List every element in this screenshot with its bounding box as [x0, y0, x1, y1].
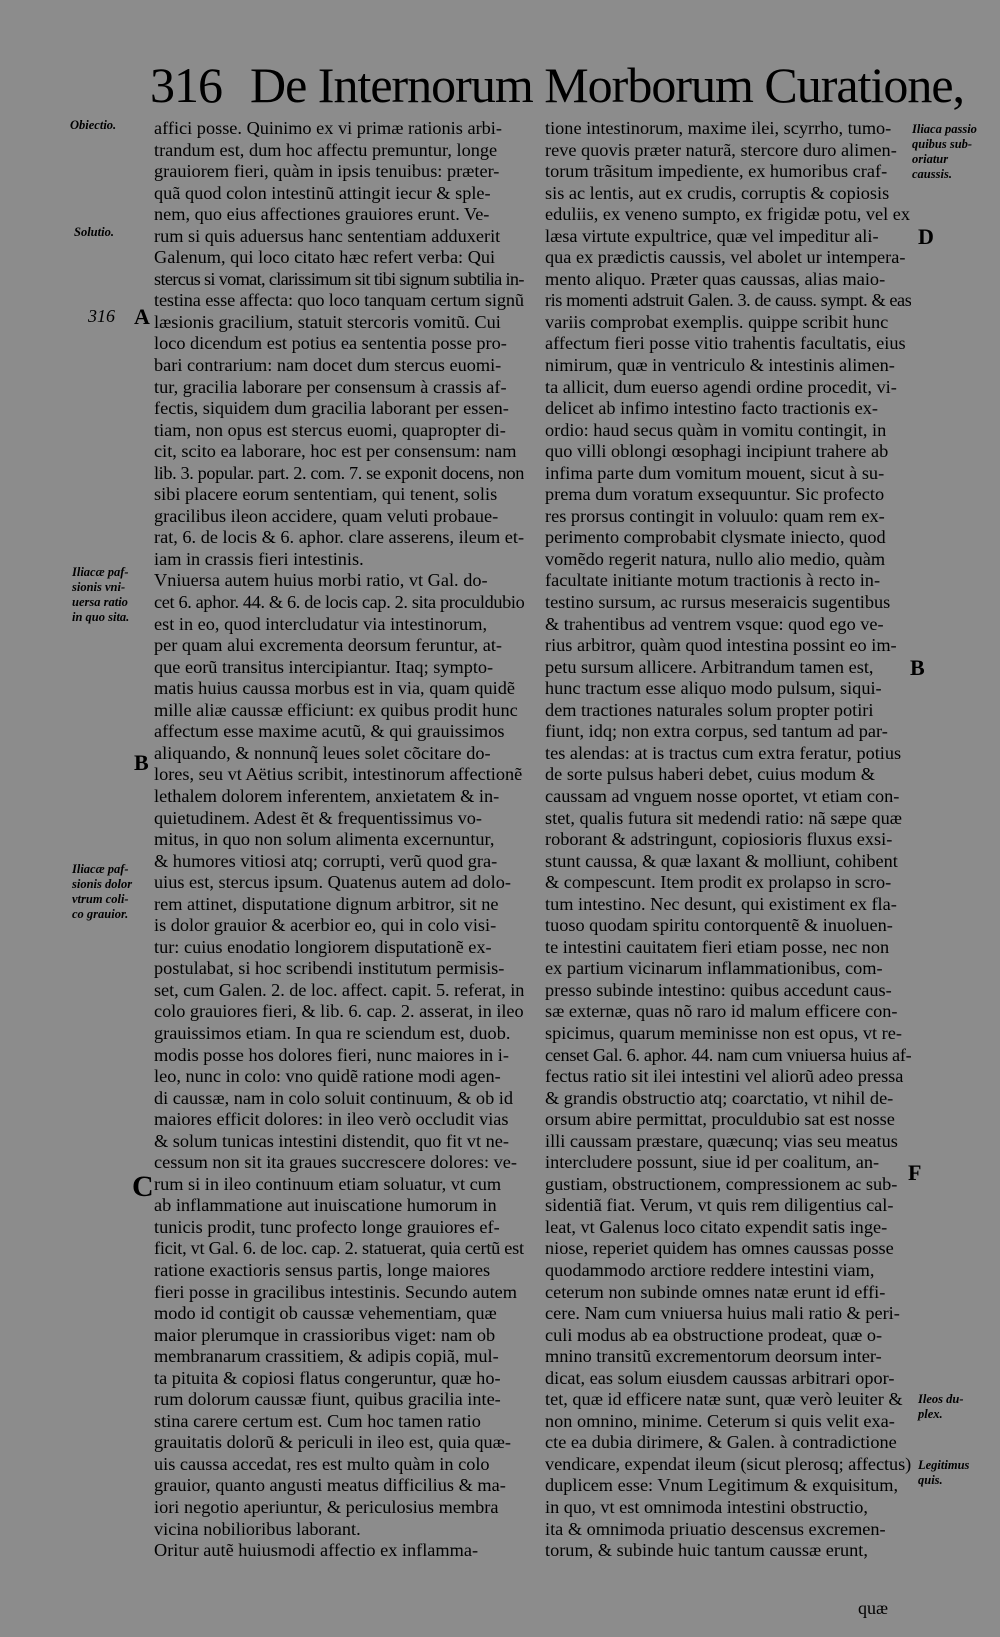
text-line: modo id contigit ob caussæ vehementiam, quæ	[154, 1303, 497, 1324]
text-line: stet, qualis futura sit medendi ratio: nã sæpe quæ	[545, 807, 902, 828]
text-line: stina carere certum est. Cum hoc tamen ratio	[154, 1410, 481, 1431]
text-line: maiores efficit dolores: in ileo verò occludit vias	[154, 1109, 509, 1130]
text-line: qua ex prædictis caussis, vel abolet ur intempera-	[545, 247, 906, 268]
text-line: reve quovis præter naturã, stercore duro alimen-	[545, 139, 897, 160]
text-line: tur, gracilia laborare per consensum à crassis af-	[154, 376, 507, 397]
text-line: sibi placere eorum sententiam, qui tenent, solis	[154, 484, 498, 505]
text-line: grauissimos etiam. In qua re sciendum est, duob.	[154, 1022, 511, 1043]
text-line: in quo, vt est omnimoda intestini obstructio,	[545, 1497, 868, 1517]
text-line: eduliis, ex veneno sumpto, ex frigidæ potu, vel ex	[545, 204, 911, 225]
text-line: sidentiã fiat. Verum, vt quis rem diligentius cal-	[545, 1195, 894, 1216]
text-line: infima parte dum vomitum mouent, sicut à su-	[545, 462, 885, 483]
section-letter-f: F	[908, 1160, 922, 1185]
text-line: duplicem esse: Vnum Legitimum & exquisitum,	[545, 1475, 899, 1496]
text-line: uius est, stercus ipsum. Quatenus autem ad dolo-	[154, 872, 511, 893]
text-line: de sorte pulsus haberi debet, cuius modum &	[545, 764, 876, 785]
text-line: gracilibus ileon accidere, quam veluti probaue-	[154, 505, 499, 526]
page-header-title: De Internorum Morborum Curatione,	[250, 57, 965, 113]
text-line: iori negotio aperiuntur, & periculosius membra	[154, 1497, 499, 1517]
text-line: ex partium vicinarum inflammationibus, com-	[545, 958, 883, 979]
text-line: res prorsus contingit in voluulo: quam rem ex-	[545, 505, 885, 526]
text-line: fieri posse in gracilibus intestinis. Secundo autem	[154, 1281, 518, 1302]
section-letter-d: D	[918, 224, 934, 249]
text-line: delicet ab infimo intestino facto tractionis ex-	[545, 398, 879, 419]
text-line: torum trãsitum impediente, ex humoribus craf-	[545, 161, 888, 182]
text-line: roborant & adstringunt, copiosioris fluxus exsi-	[545, 829, 893, 850]
text-line: tum intestino. Nec desunt, qui existiment ex fla-	[545, 893, 897, 914]
page-number: 316	[150, 57, 222, 113]
text-line: rum si in ileo continuum etiam soluatur, vt cum	[154, 1173, 502, 1194]
text-line: ceterum non subinde omnes natæ erunt id effi-	[545, 1281, 886, 1302]
text-line: que eorũ transitus intercipiantur. Itaq; sympto-	[154, 656, 494, 677]
text-line: censet Gal. 6. aphor. 44. nam cum vniuersa huius af-	[545, 1044, 911, 1065]
text-line: loco dicendum est potius ea sententia posse pro-	[154, 333, 507, 354]
text-line: illi caussam præstare, quæcunq; vias seu meatus	[545, 1130, 898, 1151]
margin-note-iliacae-dolor: Iliacæ paf- sionis dolor vtrum coli- co grauior.	[72, 862, 133, 921]
text-line: Oritur autẽ huiusmodi affectio ex inflamma-	[154, 1540, 479, 1561]
text-line: ita & omnimoda priuatio descensus excremen-	[545, 1518, 886, 1539]
text-line: mento aliquo. Præter quas caussas, alias maio-	[545, 268, 886, 289]
text-line: tione intestinorum, maxime ilei, scyrrho, tumo-	[545, 118, 892, 138]
text-line: & trahentibus ad ventrem vsque: quod ego ve-	[545, 613, 884, 634]
section-letter-a: A	[134, 304, 150, 329]
text-line: tes alendas: at is tractus cum extra feratur, potius	[545, 742, 902, 763]
text-line: fectis, siquidem dum gracilia laborant per essen-	[154, 398, 509, 419]
text-line: mille aliæ caussæ efficiunt: ex quibus prodit hunc	[154, 699, 518, 720]
text-line: per quam alui excrementa deorsum feruntur, at-	[154, 635, 502, 656]
text-line: cet 6. aphor. 44. & 6. de locis cap. 2. sita proculdubio	[154, 592, 524, 613]
text-line: cere. Nam cum vniuersa huius mali ratio & peri-	[545, 1303, 900, 1324]
text-line: is dolor grauior & acerbior eo, qui in colo visi-	[154, 915, 497, 936]
text-line: set, cum Galen. 2. de loc. affect. capit. 5. referat, in	[154, 979, 524, 1000]
text-line: mitus, in quo non solum alimenta excernuntur,	[154, 829, 495, 850]
text-line: orsum abire permittat, proculdubio sat est nosse	[545, 1109, 895, 1130]
text-line: tuoso quodam spiritu contorquentẽ & inuoluen-	[545, 915, 893, 936]
text-line: ab inflammatione aut inuiscatione humorum in	[154, 1195, 497, 1216]
running-head	[150, 50, 990, 120]
text-line: rem attinet, disputatione dignum arbitror, sit ne	[154, 893, 499, 914]
text-line: niose, reperiet quidem has omnes caussas posse	[545, 1238, 894, 1259]
margin-note-legitimus: Legitimus quis.	[918, 1458, 970, 1487]
margin-note-iliaca-caussae: Iliaca passio quibus sub- oriatur caussis.	[912, 122, 977, 181]
text-line: affectum esse maxime acutũ, & qui grauissimos	[154, 721, 505, 742]
text-line: quo villi oblongi œsophagi incipiunt trahere ab	[545, 441, 889, 462]
text-line: bari contrarium: nam docet dum stercus euomi-	[154, 355, 502, 376]
text-line: testina esse affecta: quo loco tanquam certum signũ	[154, 290, 524, 311]
text-line: est in eo, quod intercludatur via intestinorum,	[154, 613, 488, 634]
text-line: ta pituita & copiosi flatus congeruntur, quæ ho-	[154, 1367, 501, 1388]
text-line: lib. 3. popular. part. 2. com. 7. se exponit docens, non	[154, 462, 524, 483]
text-line: vicina nobilioribus laborant.	[154, 1518, 361, 1539]
text-line: sis ac lentis, aut ex crudis, corruptis & copiosis	[545, 182, 890, 203]
text-line: hunc tractum esse aliquo modo pulsum, siqui-	[545, 678, 882, 699]
margin-note-solutio: Solutio.	[74, 225, 114, 239]
text-line: spicimus, quarum meminisse non est opus, vt re-	[545, 1022, 902, 1043]
text-line: cit, scito ea laborare, hoc est per consensum: nam	[154, 441, 517, 462]
text-line: postulabat, si hoc scribendi institutum permisis-	[154, 958, 505, 979]
text-line: rum si quis aduersus hanc sententiam adduxerit	[154, 225, 501, 246]
text-line: tunicis prodit, tunc profecto longe grauiores ef-	[154, 1216, 500, 1237]
text-line: quodammodo arctiore reddere intestini viam,	[545, 1259, 875, 1280]
text-line: Galenum, qui loco citato hæc refert verba: Qui	[154, 247, 496, 268]
text-line: stercus si vomat, clarissimum sit tibi signum subtilia in-	[154, 268, 524, 289]
text-line: læsionis gracilium, statuit stercoris vomitũ. Cui	[154, 311, 501, 332]
text-line: testino sursum, ac rursus meseraicis sugentibus	[545, 592, 891, 613]
text-line: ta allicit, dum euerso agendi ordine procedit, vi-	[545, 376, 897, 397]
text-line: lores, seu vt Aëtius scribit, intestinorum affectionẽ	[154, 764, 523, 785]
text-line: vendicare, expendat ileum (sicut plerosq; affectus)	[545, 1453, 911, 1474]
text-line: grauitatis dolorũ & periculi in ileo est, quia quæ-	[154, 1432, 511, 1453]
text-line: uis caussa accedat, res est multo quàm in colo	[154, 1453, 490, 1474]
text-line: facultate initiante motum tractionis à recto in-	[545, 570, 881, 591]
text-line: nimirum, quæ in ventriculo & intestinis alimen-	[545, 355, 895, 376]
text-line: maior plerumque in crassioribus viget: nam ob	[154, 1324, 496, 1345]
text-line: caussam ad vnguem nosse oportet, vt etiam con-	[545, 785, 900, 806]
text-line: ratione exactioris sensus partis, longe maiores	[154, 1259, 491, 1280]
text-line: matis huius caussa morbus est in via, quam quidẽ	[154, 678, 516, 699]
text-line: grauior, quanto angusti meatus difficilius & ma-	[154, 1475, 506, 1496]
text-line: affectum fieri posse vitio trahentis facultatis, eius	[545, 333, 906, 354]
text-line: Vniuersa autem huius morbi ratio, vt Gal. do-	[154, 570, 488, 591]
text-line: & solum tunicas intestini distendit, quo fit vt ne-	[154, 1130, 509, 1151]
margin-note-iliacae-ratio: Iliacæ paf- sionis vni- uersa ratio in quo sita.	[72, 565, 130, 624]
text-line: læsa virtute expultrice, quæ vel impeditur ali-	[545, 225, 879, 246]
section-letter-c: C	[132, 1170, 154, 1203]
text-line: fiunt, idq; non extra corpus, sed tantum ad par-	[545, 721, 888, 742]
text-line: te intestini cauitatem fieri etiam posse, nec non	[545, 936, 890, 957]
text-line: tur: cuius enodatio longiorem disputationẽ ex-	[154, 936, 492, 957]
text-line: dicat, eas solum eiusdem caussas arbitrari opor-	[545, 1367, 895, 1388]
text-line: ficit, vt Gal. 6. de loc. cap. 2. statuerat, quia certũ est	[154, 1238, 524, 1259]
text-line: perimento comprobabit clysmate iniecto, quod	[545, 527, 886, 548]
text-line: variis comprobat exemplis. quippe scribit hunc	[545, 311, 889, 332]
text-line: colo grauiores fieri, & lib. 6. cap. 2. asserat, in ileo	[154, 1001, 524, 1022]
text-line: nem, quo eius affectiones grauiores erunt. Ve-	[154, 204, 490, 225]
text-line: leat, vt Galenus loco citato expendit satis inge-	[545, 1216, 888, 1237]
text-line: rum dolorum caussæ fiunt, quibus gracilia inte-	[154, 1389, 501, 1410]
text-line: tiam, non opus est stercus euomi, quapropter di-	[154, 419, 506, 440]
text-line: non omnino, minime. Ceterum si quis velit exa-	[545, 1410, 895, 1431]
text-line: prema dum voratum exsequuntur. Sic profecto	[545, 484, 885, 505]
text-line: & grandis obstructio atq; coarctatio, vt nihil de-	[545, 1087, 894, 1108]
margin-note-ileos-duplex: Ileos du- plex.	[918, 1392, 964, 1421]
text-line: quietudinem. Adest ẽt & frequentissimus vo-	[154, 807, 482, 828]
text-line: aliquando, & nonnunq̃ leues solet cõcitare do-	[154, 742, 491, 763]
section-letter-b: B	[134, 750, 149, 775]
right-text-column	[545, 118, 911, 1562]
text-line: lethalem dolorem inferentem, anxietatem & in-	[154, 785, 500, 806]
text-line: di caussæ, nam in colo soluit continuum, & ob id	[154, 1087, 514, 1108]
text-line: modis posse hos dolores fieri, nunc maiores in i-	[154, 1044, 509, 1065]
text-line: cessum non sit ita graues succrescere dolores: ve-	[154, 1152, 517, 1173]
text-line: leo, nunc in colo: vno quidẽ ratione modi agen-	[154, 1066, 501, 1087]
text-line: rat, 6. de locis & 6. aphor. clare asserens, ileum et-	[154, 527, 524, 548]
left-text-column	[154, 118, 524, 1562]
text-line: petu sursum allicere. Arbitrandum tamen est,	[545, 656, 874, 677]
catchword: quæ	[858, 1598, 889, 1618]
text-line: ordio: haud secus quàm in vomitu contingit, in	[545, 419, 887, 440]
text-line: intercludere possunt, siue id per coalitum, an-	[545, 1152, 880, 1173]
text-line: dem tractiones naturales solum propter potiri	[545, 699, 874, 720]
text-line: presso subinde intestino: quibus accedunt caus-	[545, 979, 892, 1000]
text-line: vomẽdo regerit natura, nullo alio medio, quàm	[545, 548, 886, 569]
text-line: membranarum crassitiem, & adipis copiã, mul-	[154, 1346, 499, 1367]
text-line: affici posse. Quinimo ex vi primæ rationis arbi-	[154, 118, 502, 138]
text-line: culi modus ab ea obstructione prodeat, quæ o-	[545, 1324, 883, 1345]
text-line: grauiorem fieri, quàm in ipsis tenuibus: præter-	[154, 161, 500, 182]
text-line: rius arbitror, quàm quod intestina possint eo im-	[545, 635, 897, 656]
text-line: mnino transitũ excrementorum deorsum inter-	[545, 1346, 882, 1367]
text-line: ris momenti adstruit Galen. 3. de causs. sympt. & eas	[545, 290, 911, 311]
text-line: & compescunt. Item prodit ex prolapso in scro-	[545, 872, 892, 893]
section-letter-b-right: B	[910, 655, 925, 680]
text-line: sæ externæ, quas nõ raro id malum efficere con-	[545, 1001, 898, 1022]
text-line: cte ea dubia dirimere, & Galen. à contradictione	[545, 1432, 897, 1453]
text-line: quã quod colon intestinũ attingit iecur & sple-	[154, 182, 491, 203]
text-line: fectus ratio sit ilei intestini vel aliorũ adeo pressa	[545, 1066, 904, 1087]
margin-page-reference: 316	[88, 306, 115, 326]
text-line: trandum est, dum hoc affectu premuntur, longe	[154, 139, 498, 160]
text-line: & humores vitiosi atq; corrupti, verũ quod gra-	[154, 850, 498, 871]
margin-note-obiectio: Obiectio.	[70, 118, 117, 132]
text-line: tet, quæ id efficere natæ sunt, quæ verò leuiter &	[545, 1389, 903, 1410]
text-line: stunt caussa, & quæ laxant & molliunt, cohibent	[545, 850, 898, 871]
text-line: gustiam, obstructionem, compressionem ac sub-	[545, 1173, 898, 1194]
text-line: torum, & subinde huic tantum caussæ erunt,	[545, 1540, 868, 1561]
text-line: iam in crassis fieri intestinis.	[154, 548, 364, 569]
